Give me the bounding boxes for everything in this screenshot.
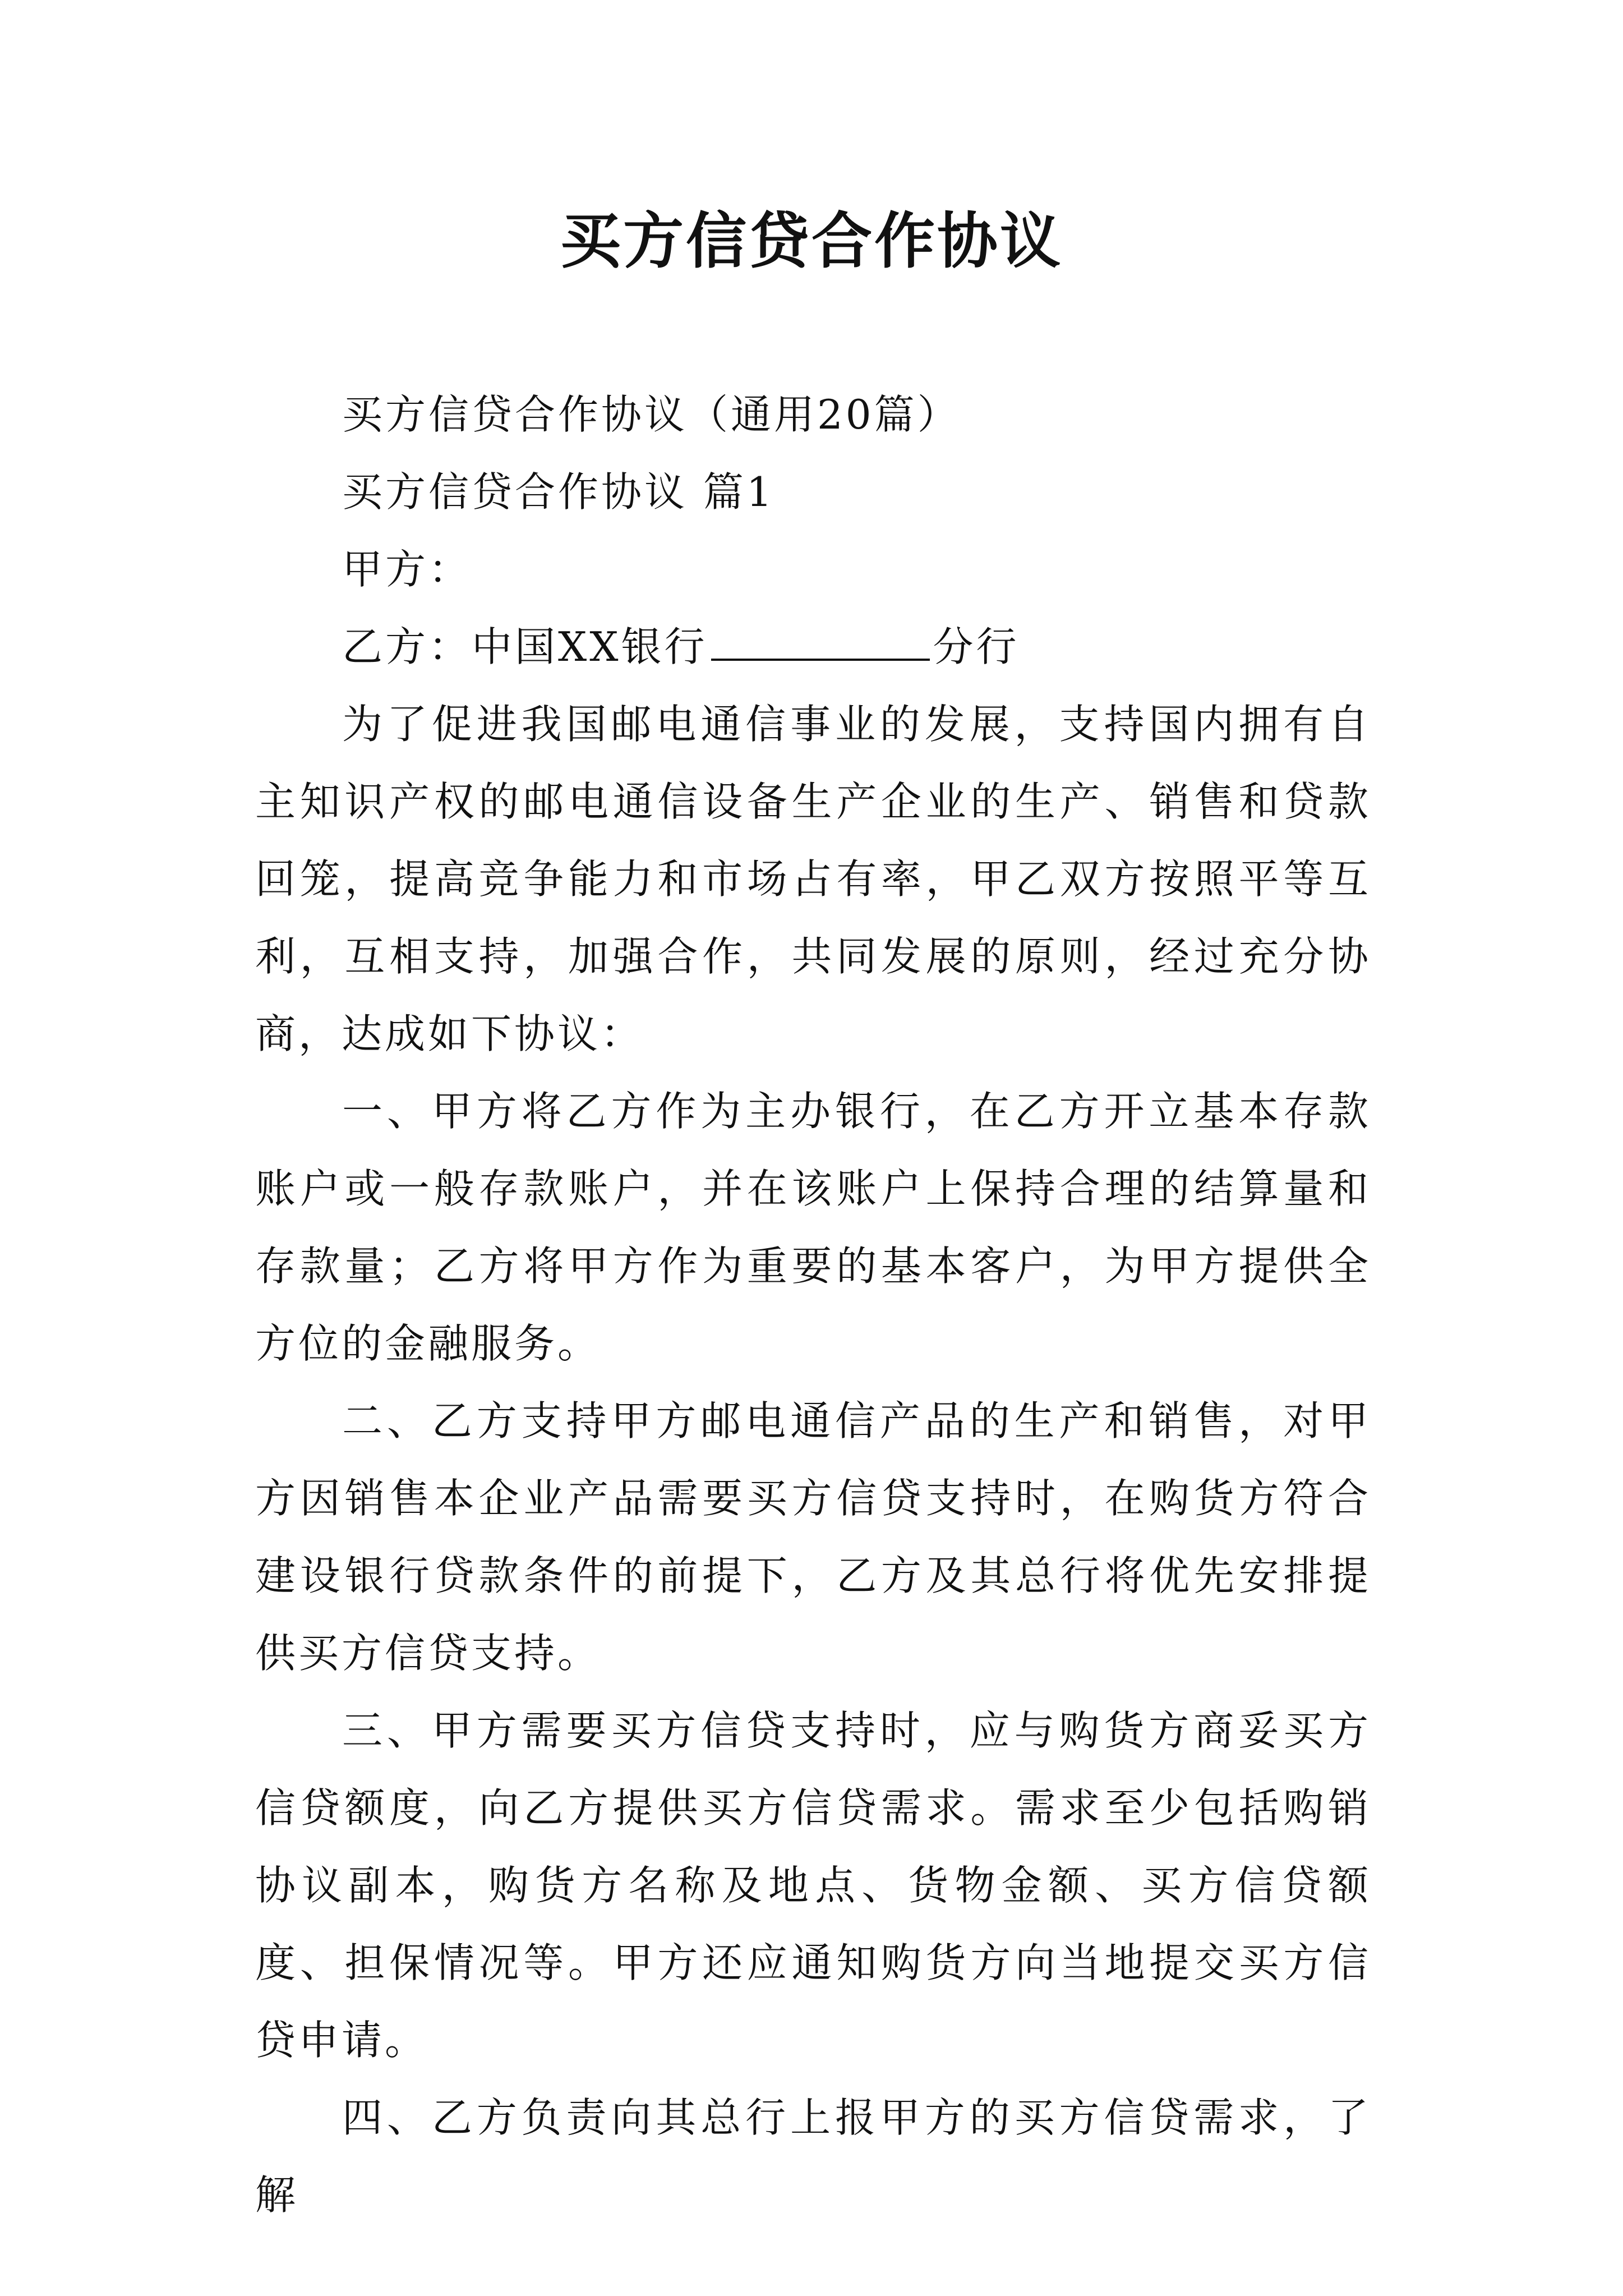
document-title: 买方信贷合作协议: [560, 206, 1063, 277]
clause-1: 一、甲方将乙方作为主办银行，在乙方开立基本存款账户或一般存款账户，并在该账户上保持合理的结算量和存款量；乙方将甲方作为重要的基本客户，为甲方提供全方位的金融服务。: [255, 1088, 1371, 1367]
document-body: [255, 376, 1371, 2234]
branch-name-blank: [711, 624, 930, 661]
clause-4: 四、乙方负责向其总行上报甲方的买方信贷需求，了解: [255, 2094, 1371, 2219]
party-a-line: 甲方：: [342, 546, 472, 593]
party-b-prefix: 乙方：中国XX银行: [342, 623, 708, 670]
party-b-line: [255, 608, 1371, 685]
clause-2: 二、乙方支持甲方邮电通信产品的生产和销售，对甲方因销售本企业产品需要买方信贷支持时，在购货方符合建设银行贷款条件的前提下，乙方及其总行将优先安排提供买方信贷支持。: [255, 1397, 1371, 1677]
intro-paragraph: 为了促进我国邮电通信事业的发展，支持国内拥有自主知识产权的邮电通信设备生产企业的生产、销售和贷款回笼，提高竞争能力和市场占有率，甲乙双方按照平等互利，互相支持，加强合作，共同发展的原则，经过充分协商，达成如下协议：: [255, 701, 1371, 1057]
section-heading: 买方信贷合作协议 篇1: [342, 468, 775, 516]
clause-3: 三、甲方需要买方信贷支持时，应与购货方商妥买方信贷额度，向乙方提供买方信贷需求。需求至少包括购销协议副本，购货方名称及地点、货物金额、买方信贷额度、担保情况等。甲方还应通知购货方向当地提交买方信贷申请。: [255, 1707, 1371, 2064]
document-subtitle: 买方信贷合作协议（通用20篇）: [342, 391, 961, 438]
party-b-suffix: 分行: [933, 623, 1020, 670]
